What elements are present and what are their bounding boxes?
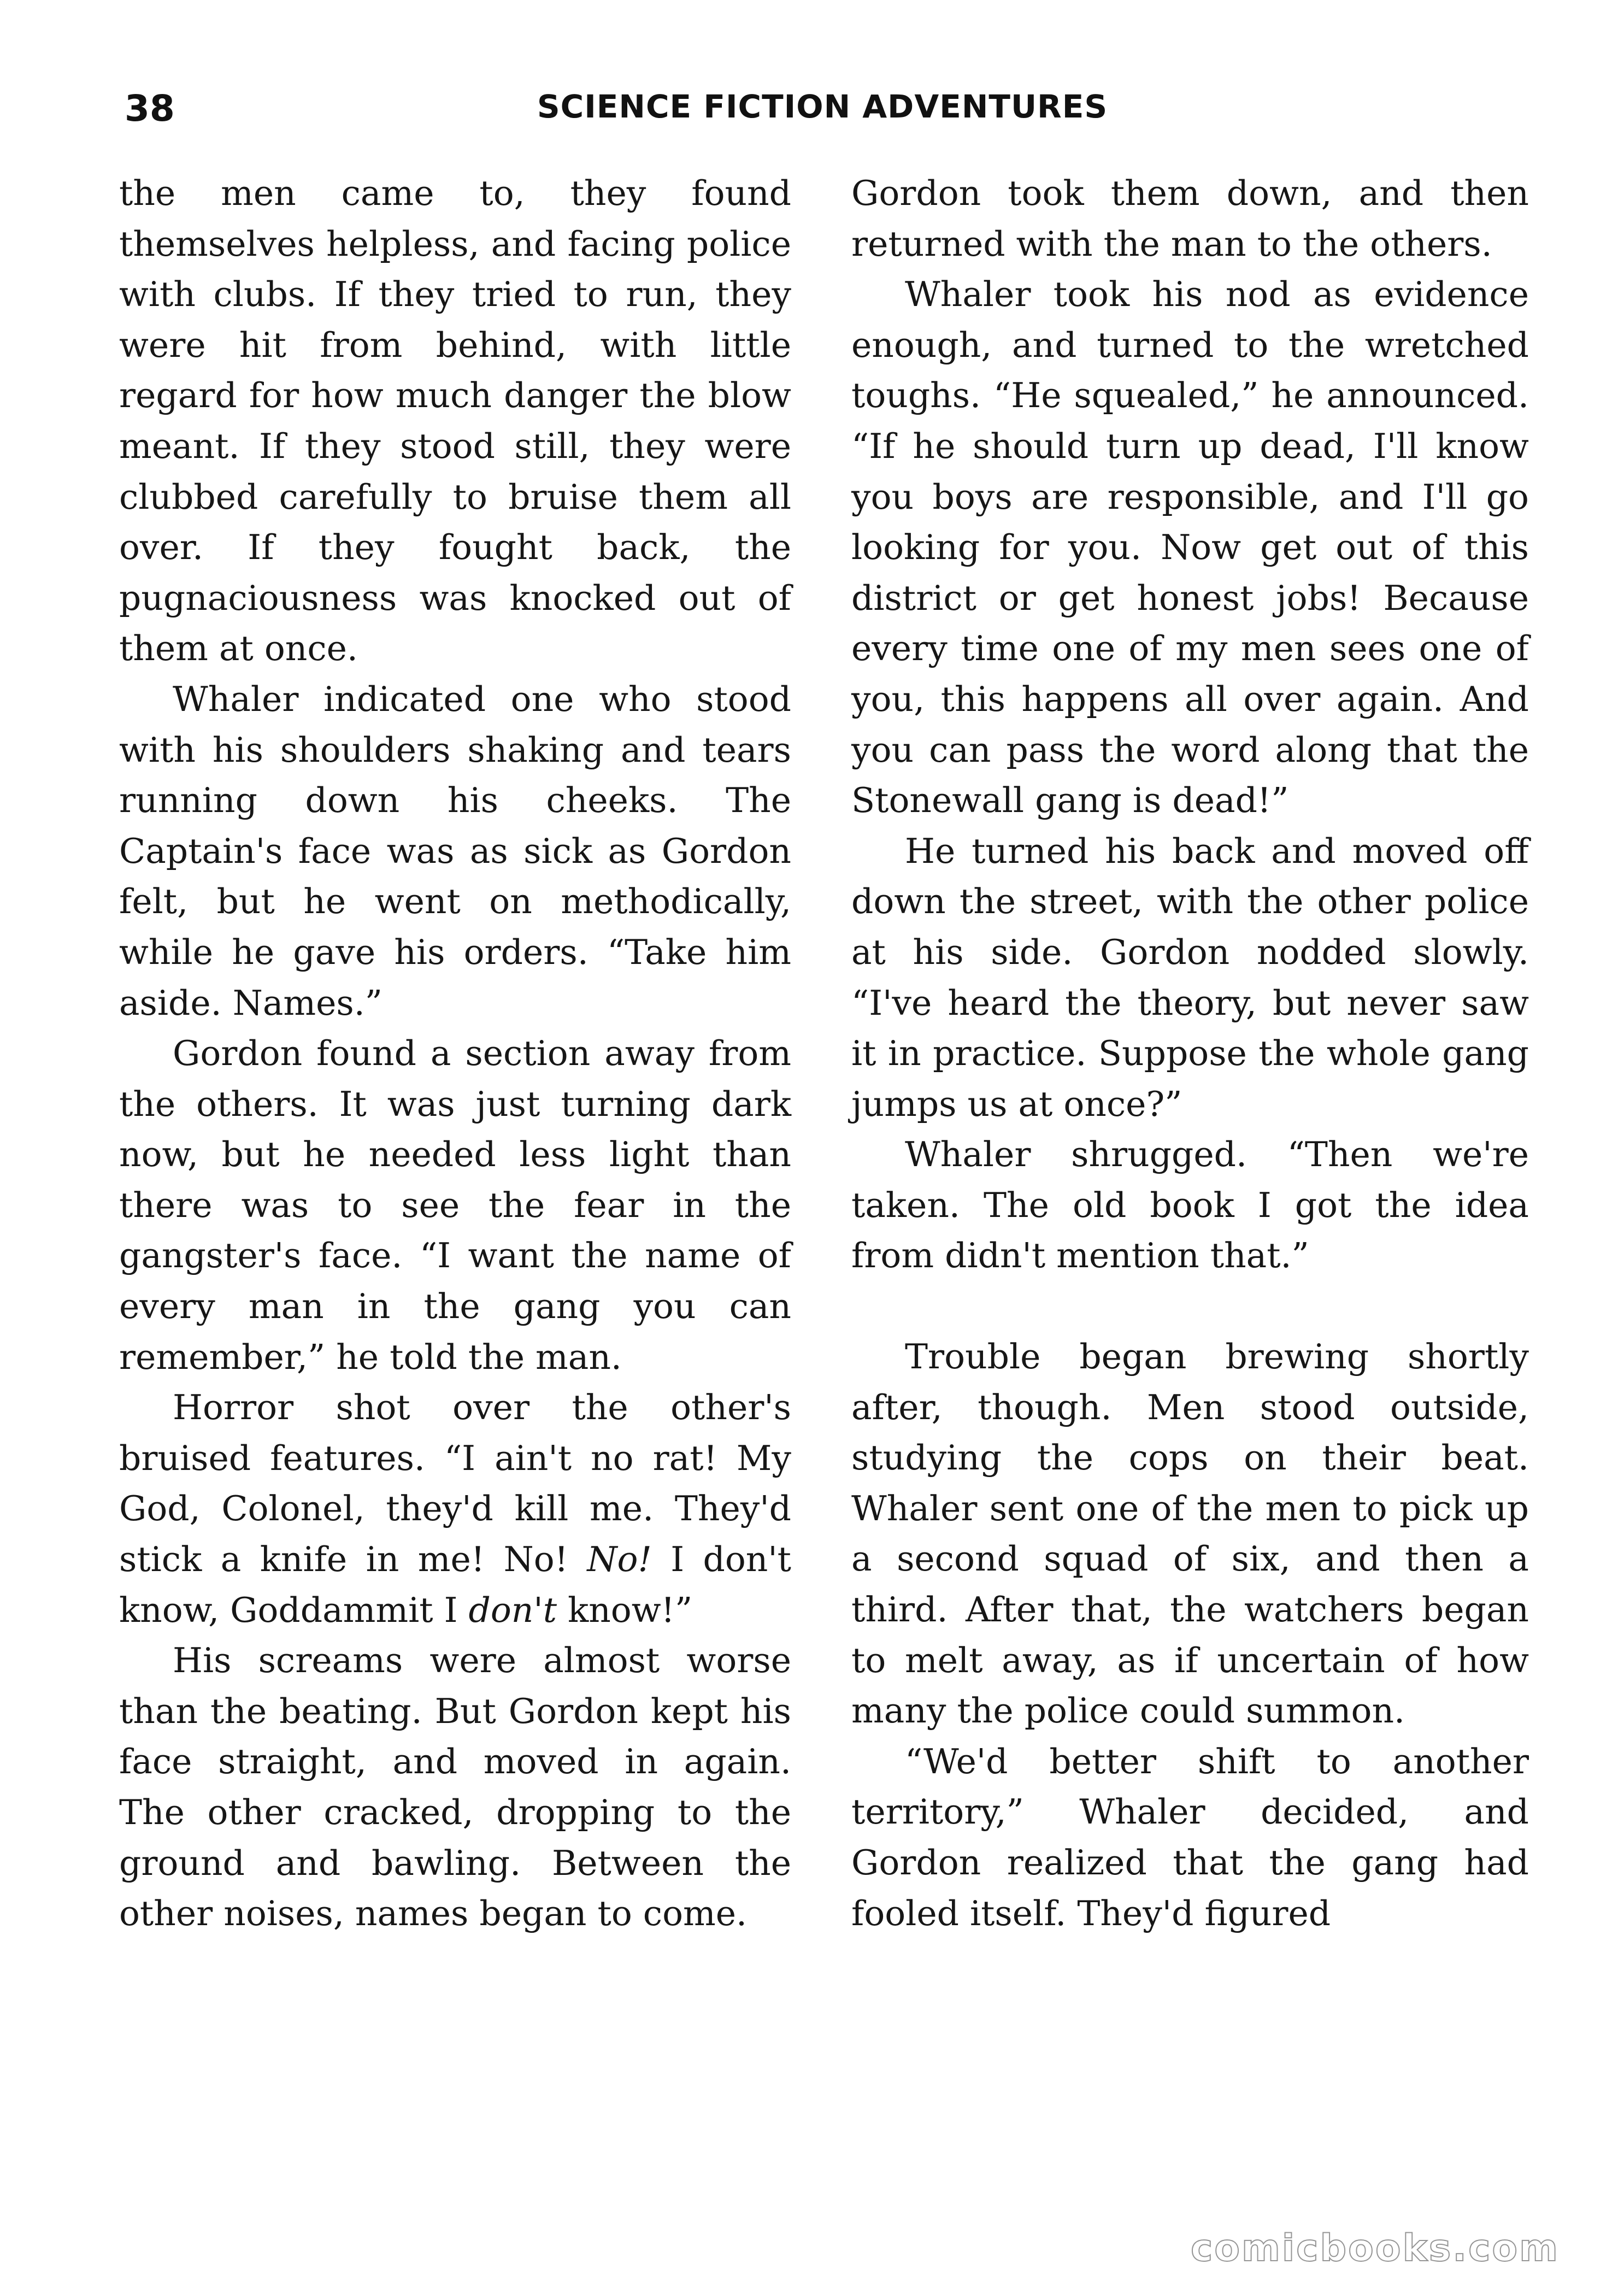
running-head: SCIENCE FICTION ADVENTURES bbox=[537, 88, 1108, 125]
left-paragraph-5: His screams were almost worse than the beating. But Gordon kept his face straight, and moved in again. The other cracked, dropping to the ground and bawling. Between the other noises, names began to come. bbox=[119, 1640, 791, 1934]
left-paragraph-4-text-c: I don't know, Goddammit I bbox=[119, 1539, 791, 1630]
left-column bbox=[119, 168, 791, 1939]
right-paragraph-4: Whaler shrugged. “Then we're taken. The old book I got the idea from didn't mention that.” bbox=[851, 1134, 1529, 1276]
left-paragraph-4-text-a: Horror shot over the other's bruised features. “I ain't no rat! My God, Colonel, they'd kill me. They'd stick a knife in me! No! bbox=[119, 1387, 791, 1580]
right-paragraph-3: He turned his back and moved off down the street, with the other police at his side. Gordon nodded slowly. “I've heard the theory, but never saw it in practice. Suppose the whole gang jumps us at once?” bbox=[851, 831, 1529, 1124]
page-header bbox=[0, 0, 1624, 164]
right-column bbox=[851, 168, 1529, 1939]
left-paragraph-2: Whaler indicated one who stood with his shoulders shaking and tears running down his cheeks. The Captain's face was as sick as Gordon felt, but he went on methodically, while he gave his orders. “Take him aside. Names.” bbox=[119, 679, 791, 1023]
left-paragraph-4 bbox=[119, 1383, 791, 1636]
right-paragraph-6: “We'd better shift to another territory,” Whaler decided, and Gordon realized that the gang had fooled itself. They'd figured bbox=[851, 1741, 1529, 1933]
right-paragraph-2: Whaler took his nod as evidence enough, and turned to the wretched toughs. “He squealed,” he announced. “If he should turn up dead, I'll know you boys are responsible, and I'll go looking for you. Now get out of this district or get honest jobs! Because every time one of my men sees one of you, this happens all over again. And you can pass the word along that the Stonewall gang is dead!” bbox=[851, 274, 1529, 821]
watermark-logo: comicbooks.com bbox=[1190, 2227, 1560, 2270]
left-paragraph-4-italic-no: No! bbox=[587, 1539, 652, 1580]
right-paragraph-1: Gordon took them down, and then returned with the man to the others. bbox=[851, 173, 1529, 264]
left-paragraph-3: Gordon found a section away from the others. It was just turning dark now, but he needed less light than there was to see the fear in the gangster's face. “I want the name of every man in the gang you can remember,” he told the man. bbox=[119, 1033, 791, 1377]
right-paragraph-5: Trouble began brewing shortly after, though. Men stood outside, studying the cops on their beat. Whaler sent one of the men to pick up a second squad of six, and then a third. After that, the watchers began to melt away, as if uncertain of how many the police could summon. bbox=[851, 1337, 1529, 1731]
left-paragraph-4-text-e: know!” bbox=[557, 1590, 693, 1630]
left-paragraph-4-italic-dont: don't bbox=[468, 1590, 557, 1630]
page-number: 38 bbox=[125, 87, 175, 130]
left-paragraph-1: the men came to, they found themselves helpless, and facing police with clubs. If they tried to run, they were hit from behind, with little regard for how much danger the blow meant. If they stood still, they were clubbed carefully to bruise them all over. If they fought back, the pugnaciousness was knocked out of them at once. bbox=[119, 173, 791, 669]
